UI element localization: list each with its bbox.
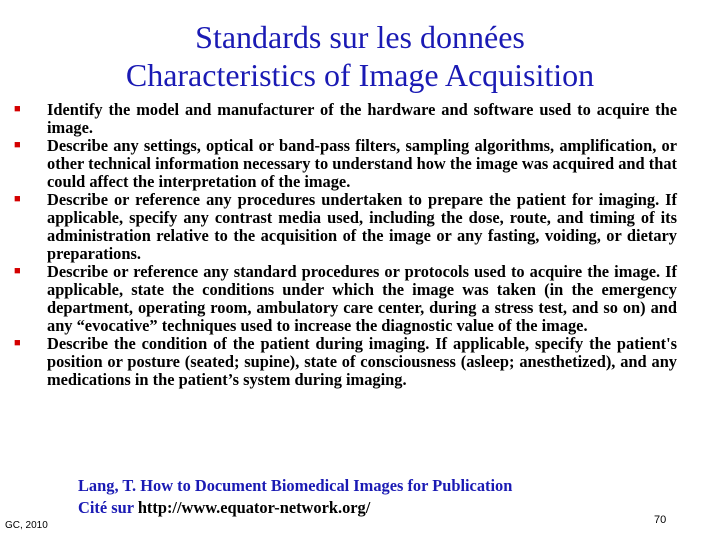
bullet-item xyxy=(14,190,677,263)
square-bullet-icon: ■ xyxy=(14,337,21,349)
square-bullet-icon: ■ xyxy=(14,193,21,205)
bullet-text: Describe the condition of the patient during imaging. If applicable, specify the patient's position or posture (seated; supine), state of consciousness (asleep; anesthetized), and any medications in the patient’s system during imaging. xyxy=(47,334,677,389)
slide-title-line-2: Characteristics of Image Acquisition xyxy=(125,57,595,93)
reference-source xyxy=(78,497,370,518)
bullet-text: Describe or reference any procedures undertaken to prepare the patient for imaging. If applicable, specify any contrast media used, including the dose, route, and timing of its administration relative to the acquisition of the image or any fasting, voiding, or dietary preparations. xyxy=(47,190,677,263)
bullet-text: Identify the model and manufacturer of the hardware and software used to acquire the image. xyxy=(47,100,677,137)
bullet-item xyxy=(14,262,677,335)
bullet-item xyxy=(14,136,677,191)
slide-title-line-1: Standards sur les données xyxy=(195,19,525,55)
bullet-item xyxy=(14,100,677,137)
square-bullet-icon: ■ xyxy=(14,103,21,115)
reference-citation: Lang, T. How to Document Biomedical Images for Publication xyxy=(78,476,513,495)
footer-author-year: GC, 2010 xyxy=(5,520,48,531)
page-number: 70 xyxy=(654,514,667,526)
square-bullet-icon: ■ xyxy=(14,139,21,151)
bullet-text: Describe any settings, optical or band-pass filters, sampling algorithms, amplification, or other technical information necessary to understand how the image was acquired and that could affect the interpretation of the image. xyxy=(47,136,677,191)
bullet-text: Describe or reference any standard procedures or protocols used to acquire the image. If applicable, state the conditions under which the image was taken (in the emergency department, operating room, ambulatory care center, during a stress test, and so on) and any “evocative” techniques used to increase the diagnostic value of the image. xyxy=(47,262,677,335)
square-bullet-icon: ■ xyxy=(14,265,21,277)
bullet-list xyxy=(0,101,720,389)
reference-url[interactable]: http://www.equator-network.org/ xyxy=(137,498,371,517)
reference-prefix: Cité sur xyxy=(78,498,134,517)
bullet-item xyxy=(14,334,677,389)
